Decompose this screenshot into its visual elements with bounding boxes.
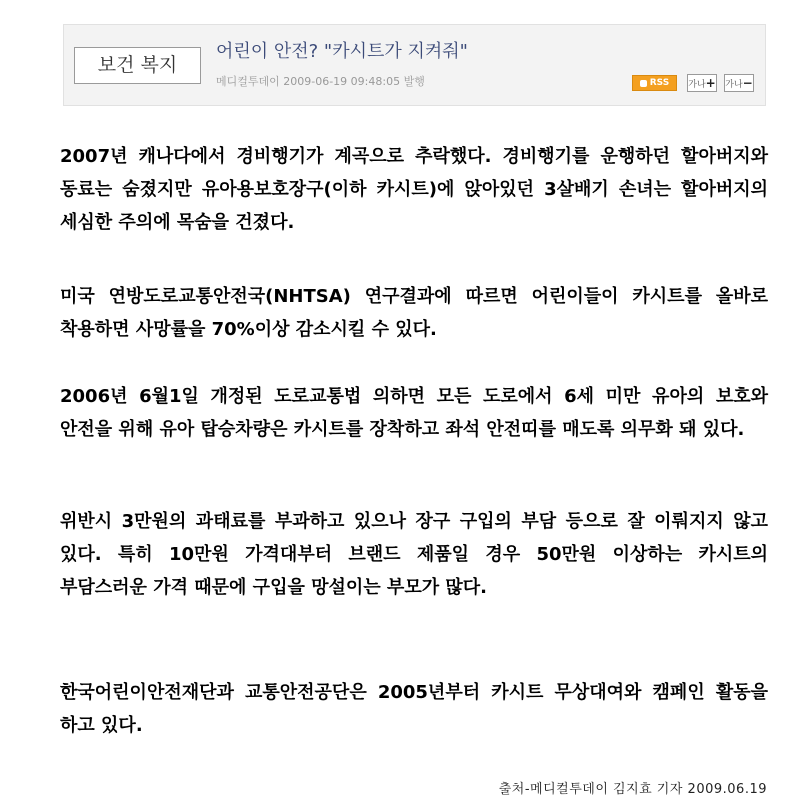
article-paragraph: 2006년 6월1일 개정된 도로교통법 의하면 모든 도로에서 6세 미만 유아의 보호와 안전을 위해 유아 탑승차량은 카시트를 장착하고 좌석 안전띠를 매도록 의무화 돼 있다.	[60, 386, 768, 440]
article-paragraph: 미국 연방도로교통안전국(NHTSA) 연구결과에 따르면 어린이들이 카시트를 올바로 착용하면 사망률을 70%이상 감소시킬 수 있다.	[60, 286, 768, 340]
font-decrease-button[interactable]	[724, 74, 754, 92]
article-title: 어린이 안전? "카시트가 지켜줘"	[216, 41, 468, 62]
font-increase-button[interactable]	[687, 74, 717, 92]
minus-icon: −	[742, 76, 753, 90]
category-badge[interactable]: 보건 복지	[74, 47, 201, 84]
article-source: 출처-메디컬투데이 김지효 기자 2009.06.19	[498, 782, 767, 797]
rss-label: RSS	[649, 78, 670, 88]
font-decrease-label: 가나	[725, 80, 743, 90]
article-header	[63, 24, 766, 106]
plus-icon: +	[705, 76, 716, 90]
article-meta: 메디컬투데이 2009-06-19 09:48:05 발행	[216, 75, 425, 88]
rss-button[interactable]	[632, 75, 677, 91]
article-paragraph: 2007년 캐나다에서 경비행기가 계곡으로 추락했다. 경비행기를 운행하던 할아버지와 동료는 숨졌지만 유아용보호장구(이하 카시트)에 앉아있던 3살배기 손녀는 할아버지의 세심한 주의에 목숨을 건졌다.	[60, 146, 768, 233]
article-paragraph: 한국어린이안전재단과 교통안전공단은 2005년부터 카시트 무상대여와 캠페인 활동을 하고 있다.	[60, 682, 768, 736]
rss-icon	[640, 80, 647, 87]
font-increase-label: 가나	[688, 80, 706, 90]
article-paragraph: 위반시 3만원의 과태료를 부과하고 있으나 장구 구입의 부담 등으로 잘 이뤄지지 않고 있다. 특히 10만원 가격대부터 브랜드 제품일 경우 50만원 이상하는 카시트의 부담스러운 가격 때문에 구입을 망설이는 부모가 많다.	[60, 511, 768, 598]
